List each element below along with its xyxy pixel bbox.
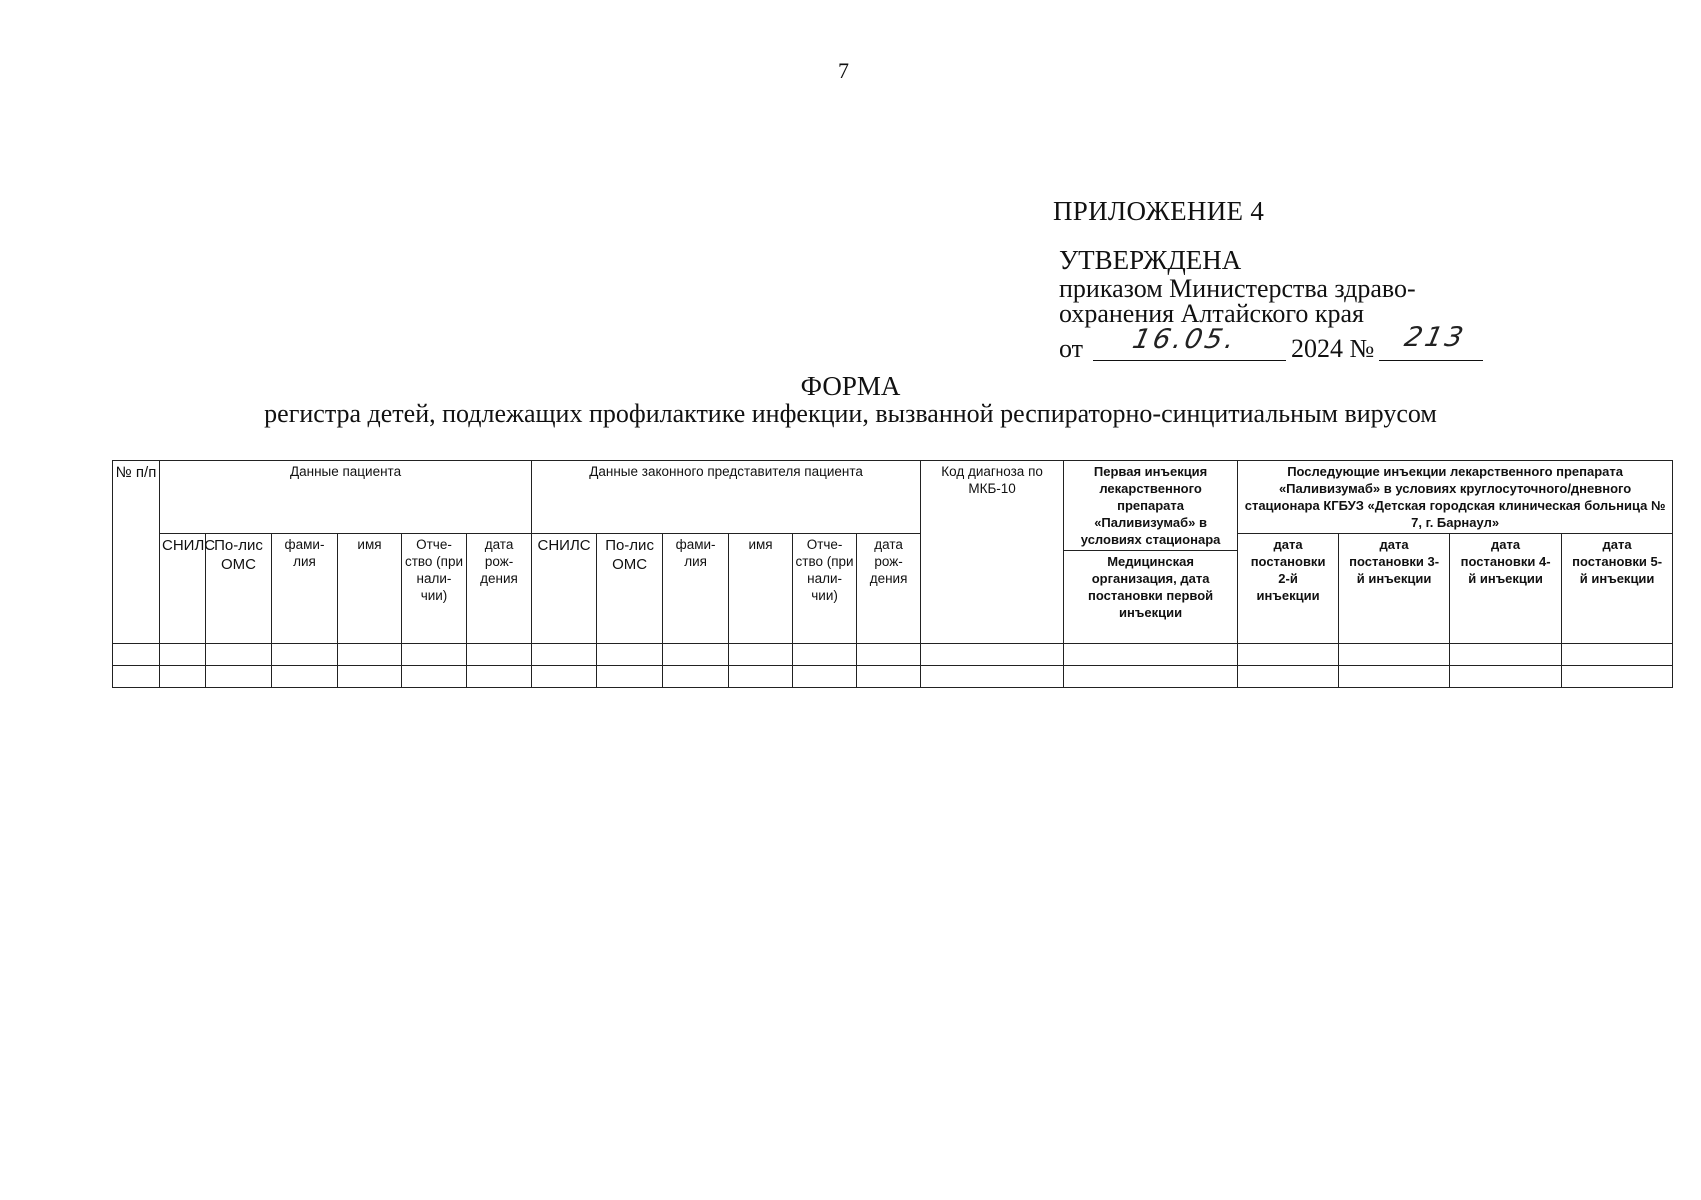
first-injection-sub: Медицинская организация, дата постановки первой инъекции: [1064, 551, 1238, 644]
patient-col-snils: СНИЛС: [160, 534, 206, 644]
approval-block: [1053, 196, 1493, 363]
form-subtitle: регистра детей, подлежащих профилактике инфекции, вызванной респираторно-синцитиальным вирусом: [264, 399, 1437, 428]
handwritten-date: 16.05.: [1129, 324, 1241, 355]
header-row-2: [113, 534, 1673, 551]
rep-col-birthdate: дата рож-дения: [857, 534, 921, 644]
rep-col-name: имя: [729, 534, 793, 644]
next-injections-spacer-cell: [1562, 534, 1673, 644]
from-label: от: [1059, 334, 1084, 363]
next-injection-sub-2: дата постановки 2-й инъекции: [1250, 537, 1326, 603]
header-next-injections: Последующие инъекции лекарственного препарата «Паливизумаб» в условиях круглосуточного/дневного стационара КГБУЗ «Детская городская клиническая больница № 7, г. Барнаул»: [1238, 461, 1673, 534]
next-injections-spacer-cell: [1450, 534, 1562, 644]
page-number: 7: [838, 58, 849, 83]
header-no: № п/п: [113, 461, 160, 644]
approval-line-1: приказом Министерства здраво-: [1059, 274, 1416, 303]
table-row: [113, 644, 1673, 666]
patient-col-surname: фами-лия: [272, 534, 338, 644]
year-label: 2024 №: [1291, 334, 1375, 363]
handwritten-number: 213: [1401, 322, 1469, 353]
patient-col-patronymic: Отче-ство (при нали-чии): [402, 534, 467, 644]
approved-label: УТВЕРЖДЕНА: [1059, 245, 1242, 275]
approval-line-2: охранения Алтайского края: [1059, 299, 1365, 328]
patient-col-oms: По-лис ОМС: [206, 534, 272, 644]
register-table: [112, 460, 1673, 688]
next-injections-spacer-cell: [1339, 534, 1450, 644]
header-diagnosis-code: Код диагноза по МКБ-10: [921, 461, 1064, 644]
header-row-1: [113, 461, 1673, 534]
next-injection-sub-3: дата постановки 3-й инъекции: [1349, 537, 1440, 586]
patient-col-birthdate: дата рож-дения: [467, 534, 532, 644]
header-representative-group: Данные законного представителя пациента: [532, 461, 921, 534]
header-patient-group: Данные пациента: [160, 461, 532, 534]
form-title: ФОРМА: [800, 371, 901, 401]
table-row: [113, 666, 1673, 688]
next-injections-spacer-cell: [1238, 534, 1339, 644]
rep-col-oms: По-лис ОМС: [597, 534, 663, 644]
header-first-injection: Первая инъекция лекарственного препарата «Паливизумаб» в условиях стационара: [1064, 461, 1238, 551]
next-injection-sub-4: дата постановки 4-й инъекции: [1460, 537, 1551, 586]
rep-col-surname: фами-лия: [663, 534, 729, 644]
rep-col-patronymic: Отче-ство (при нали-чии): [793, 534, 857, 644]
approval-date-line: [1053, 322, 1493, 363]
rep-col-snils: СНИЛС: [532, 534, 597, 644]
patient-col-name: имя: [338, 534, 402, 644]
appendix-label: ПРИЛОЖЕНИЕ 4: [1053, 196, 1265, 226]
next-injection-sub-5: дата постановки 5-й инъекции: [1572, 537, 1663, 586]
